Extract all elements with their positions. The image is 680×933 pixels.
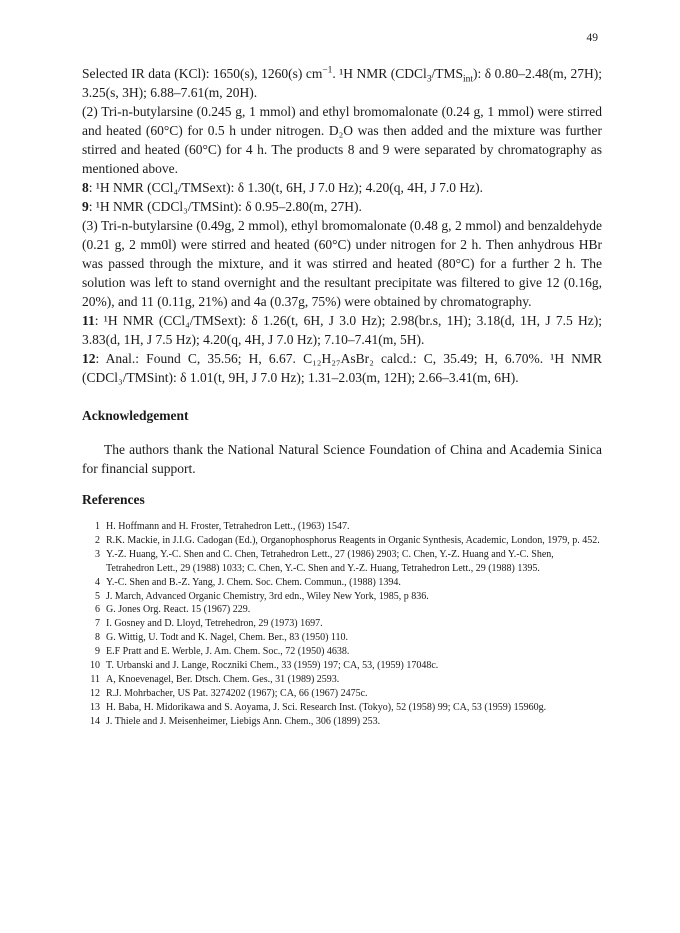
reference-number: 3 <box>95 548 100 560</box>
reference-number: 11 <box>90 673 100 685</box>
compound-12-label: 12 <box>82 351 96 366</box>
compound-11-label: 11 <box>82 313 95 328</box>
compound-9-text: : ¹H NMR (CDCl₃/TMSint): δ 0.95–2.80(m, 27H). <box>88 199 362 214</box>
compound-9-data <box>82 197 602 216</box>
reference-item <box>82 617 602 631</box>
reference-text: H. Hoffmann and H. Froster, Tetrahedron Lett., (1963) 1547. <box>106 521 350 532</box>
reference-item <box>82 673 602 687</box>
reference-list <box>82 520 602 729</box>
reference-item <box>82 534 602 548</box>
reference-item <box>82 631 602 645</box>
acknowledgement-heading: Acknowledgement <box>82 408 189 423</box>
reference-item <box>82 715 602 729</box>
compound-11-data <box>82 311 602 349</box>
reference-item <box>82 603 602 617</box>
reference-text: J. March, Advanced Organic Chemistry, 3rd edn., Wiley New York, 1985, p 836. <box>106 590 429 602</box>
nmr-tms-text: /TMS <box>431 66 464 81</box>
reference-text: Y.-C. Shen and B.-Z. Yang, J. Chem. Soc. Chem. Commun., (1988) 1394. <box>106 576 401 588</box>
acknowledgement-text: The authors thank the National Natural Science Foundation of China and Academia Sinica for financial support. <box>82 442 602 476</box>
reference-item <box>82 576 602 590</box>
compound-8-data <box>82 178 602 197</box>
ir-data-text: Selected IR data (KCl): 1650(s), 1260(s) cm <box>82 66 323 81</box>
reference-text: A, Knoevenagel, Ber. Dtsch. Chem. Ges., 31 (1989) 2593. <box>106 673 340 685</box>
reference-text: G. Wittig, U. Todt and K. Nagel, Chem. Ber., 83 (1950) 110. <box>106 632 349 644</box>
page-number: 49 <box>586 32 598 44</box>
reference-number: 9 <box>95 646 100 658</box>
reference-text: J. Thiele and J. Meisenheimer, Liebigs Ann. Chem., 306 (1899) 253. <box>106 715 381 727</box>
reference-number: 1 <box>95 521 100 532</box>
compound-8-text: : ¹H NMR (CCl₄/TMSext): δ 1.30(t, 6H, J 7.0 Hz); 4.20(q, 4H, J 7.0 Hz). <box>88 180 483 195</box>
reference-number: 12 <box>90 687 100 699</box>
reference-text: E.F Pratt and E. Werble, J. Am. Chem. Soc., 72 (1950) 4638. <box>106 646 350 658</box>
reference-number: 13 <box>90 701 100 713</box>
reference-item <box>82 548 602 576</box>
reference-text: T. Urbanski and J. Lange, Roczniki Chem., 33 (1959) 197; CA, 53, (1959) 17048c. <box>106 660 439 672</box>
reference-text: I. Gosney and D. Lloyd, Tetrehedron, 29 (1973) 1697. <box>106 618 323 630</box>
procedure-3: (3) Tri-n-butylarsine (0.49g, 2 mmol), ethyl bromomalonate (0.48 g, 2 mmol) and benzaldehyde (0.21 g, 2 mm0l) were stirred and heated (60°C) under nitrogen for 2 h. Then anhydrous HBr was passed through the mixture, and it was stirred and heated (80°C) for a further 2 h. The solution was left to stand overnight and the resultant precipitate was filtered to give 12 (0.16g, 20%), and 11 (0.11g, 21%) and 4a (0.37g, 75%) were obtained by chromatography. <box>82 218 602 309</box>
compound-11-text: : ¹H NMR (CCl₄/TMSext): δ 1.26(t, 6H, J 3.0 Hz); 2.98(br.s, 1H); 3.18(d, 1H, J 7.5 Hz); 3.83(d, 1H, J 7.5 Hz); 4.20(q, 4H, J 7.0 Hz); 7.10–7.41(m, 5H). <box>82 313 602 347</box>
reference-number: 4 <box>95 576 100 588</box>
references-heading: References <box>82 492 145 507</box>
nmr-values-text: ): δ 0.80–2.48(m, 27H); 3.25(s, 3H); 6.88–7.61(m, 20H). <box>82 66 602 100</box>
reference-number: 10 <box>90 660 100 672</box>
reference-item <box>82 687 602 701</box>
reference-item <box>82 520 602 534</box>
reference-text: R.J. Mohrbacher, US Pat. 3274202 (1967); CA, 66 (1967) 2475c. <box>106 687 368 699</box>
reference-number: 7 <box>95 618 100 630</box>
compound-8-label: 8 <box>82 180 89 195</box>
reference-number: 5 <box>95 590 100 602</box>
reference-text: H. Baba, H. Midorikawa and S. Aoyama, J. Sci. Research Inst. (Tokyo), 52 (1958) 99; CA, 53 (1959) 15960g. <box>106 701 547 713</box>
reference-text: Y.-Z. Huang, Y.-C. Shen and C. Chen, Tetrahedron Lett., 27 (1986) 2903; C. Chen, Y.-Z. Huang and Y.-C. Shen, Tetrahedron Lett., 29 (1988) 1033; C. Chen, Y.-C. Shen and Y.-Z. Huang, Tetrahedron Lett., 29 (1988) 1395. <box>106 548 554 574</box>
compound-12-data <box>82 349 602 387</box>
reference-item <box>82 701 602 715</box>
reference-number: 6 <box>95 604 100 616</box>
reference-item <box>82 590 602 604</box>
reference-number: 2 <box>95 534 100 546</box>
reference-number: 14 <box>90 715 100 727</box>
procedure-2: (2) Tri-n-butylarsine (0.245 g, 1 mmol) and ethyl bromomalonate (0.24 g, 1 mmol) were stirred and heated (60°C) for 0.5 h under nitrogen. D₂O was then added and the mixture was further stirred and heated (60°C) for 4 h. The products 8 and 9 were separated by chromatography as mentioned above. <box>82 104 602 176</box>
reference-text: G. Jones Org. React. 15 (1967) 229. <box>106 604 251 616</box>
reference-text: R.K. Mackie, in J.I.G. Cadogan (Ed.), Organophosphorus Reagents in Organic Synthesis, Academic, London, 1979, p. 452. <box>106 534 600 546</box>
compound-12-text: : Anal.: Found C, 35.56; H, 6.67. C₁₂H₂₇AsBr₂ calcd.: C, 35.49; H, 6.70%. ¹H NMR (CDCl₃/TMSint): δ 1.01(t, 9H, J 7.0 Hz); 1.31–2.03(m, 12H); 2.66–3.41(m, 6H). <box>82 351 602 385</box>
ir-nmr-paragraph: Selected IR data (KCl): 1650(s), 1260(s) $cm^{-1}$. ¹H NMR $(CDCl_3/TMS_{int})$: δ 0.80–2.48(m, 27H); 3.25(s, 3H); 6.88–7.61(m, 20H). <box>82 65 602 100</box>
nmr-text: . ¹H NMR (CDCl <box>332 66 427 81</box>
compound-9-label: 9 <box>82 199 89 214</box>
reference-item <box>82 645 602 659</box>
reference-item <box>82 659 602 673</box>
experimental-section <box>82 64 602 387</box>
reference-number: 8 <box>95 632 100 644</box>
